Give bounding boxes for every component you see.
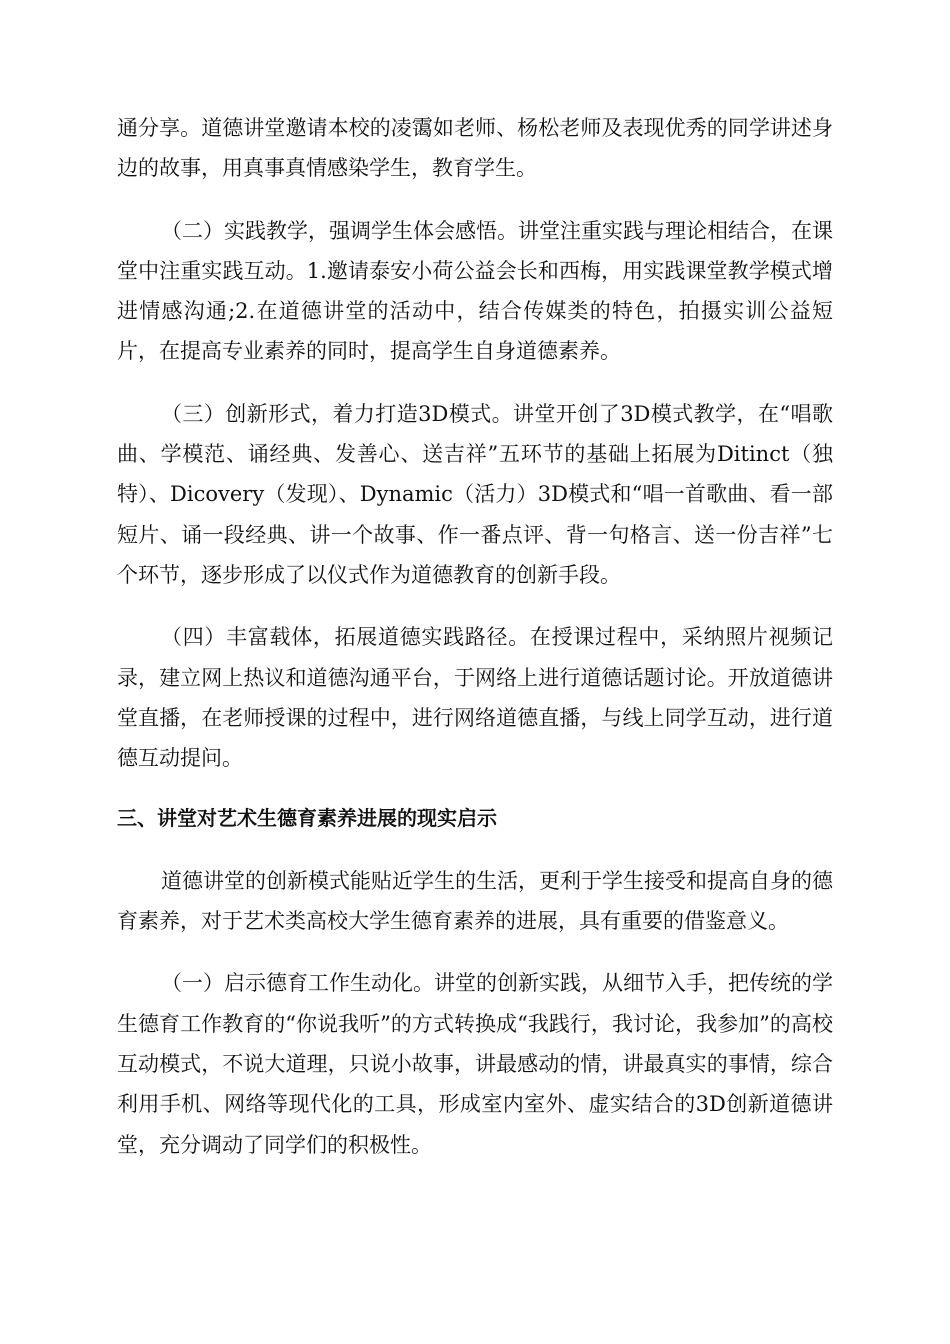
paragraph-section-intro: 道德讲堂的创新模式能贴近学生的生活，更利于学生接受和提高自身的德育素养，对于艺术类高校大学生德育素养的进展，具有重要的借鉴意义。: [117, 868, 833, 934]
paragraph-practice-teaching: （二）实践教学，强调学生体会感悟。讲堂注重实践与理论相结合，在课堂中注重实践互动。1.邀请泰安小荷公益会长和西梅，用实践课堂教学模式增进情感沟通;2.在道德讲堂的活动中，结合传媒类的特色，拍摄实训公益短片，在提高专业素养的同时，提高学生自身道德素养。: [117, 218, 833, 364]
paragraph-rich-carriers: （四）丰富载体，拓展道德实践路径。在授课过程中，采纳照片视频记录，建立网上热议和道德沟通平台，于网络上进行道德话题讨论。开放道德讲堂直播，在老师授课的过程中，进行网络道德直播，与线上同学互动，进行道德互动提问。: [117, 625, 833, 771]
paragraph-vivid-moral-work: （一）启示德育工作生动化。讲堂的创新实践，从细节入手，把传统的学生德育工作教育的“你说我听”的方式转换成“我践行，我讨论，我参加”的高校互动模式，不说大道理，只说小故事，讲最感动的情，讲最真实的事情，综合利用手机、网络等现代化的工具，形成室内室外、虚实结合的3D创新道德讲堂，充分调动了同学们的积极性。: [117, 971, 833, 1157]
document-body: [117, 108, 833, 1165]
paragraph-continued: 通分享。道德讲堂邀请本校的凌霭如老师、杨松老师及表现优秀的同学讲述身边的故事，用真事真情感染学生，教育学生。: [117, 116, 833, 181]
paragraph-innovative-form: （三）创新形式，着力打造3D模式。讲堂开创了3D模式教学，在“唱歌曲、学模范、诵经典、发善心、送吉祥”五环节的基础上拓展为Ditinct（独特）、Dicovery（发现）、Dynamic（活力）3D模式和“唱一首歌曲、看一部短片、诵一段经典、讲一个故事、作一番点评、背一句格言、送一份吉祥”七个环节，逐步形成了以仪式作为道德教育的创新手段。: [117, 401, 833, 587]
section-heading: 三、讲堂对艺术生德育素养进展的现实启示: [117, 806, 497, 831]
